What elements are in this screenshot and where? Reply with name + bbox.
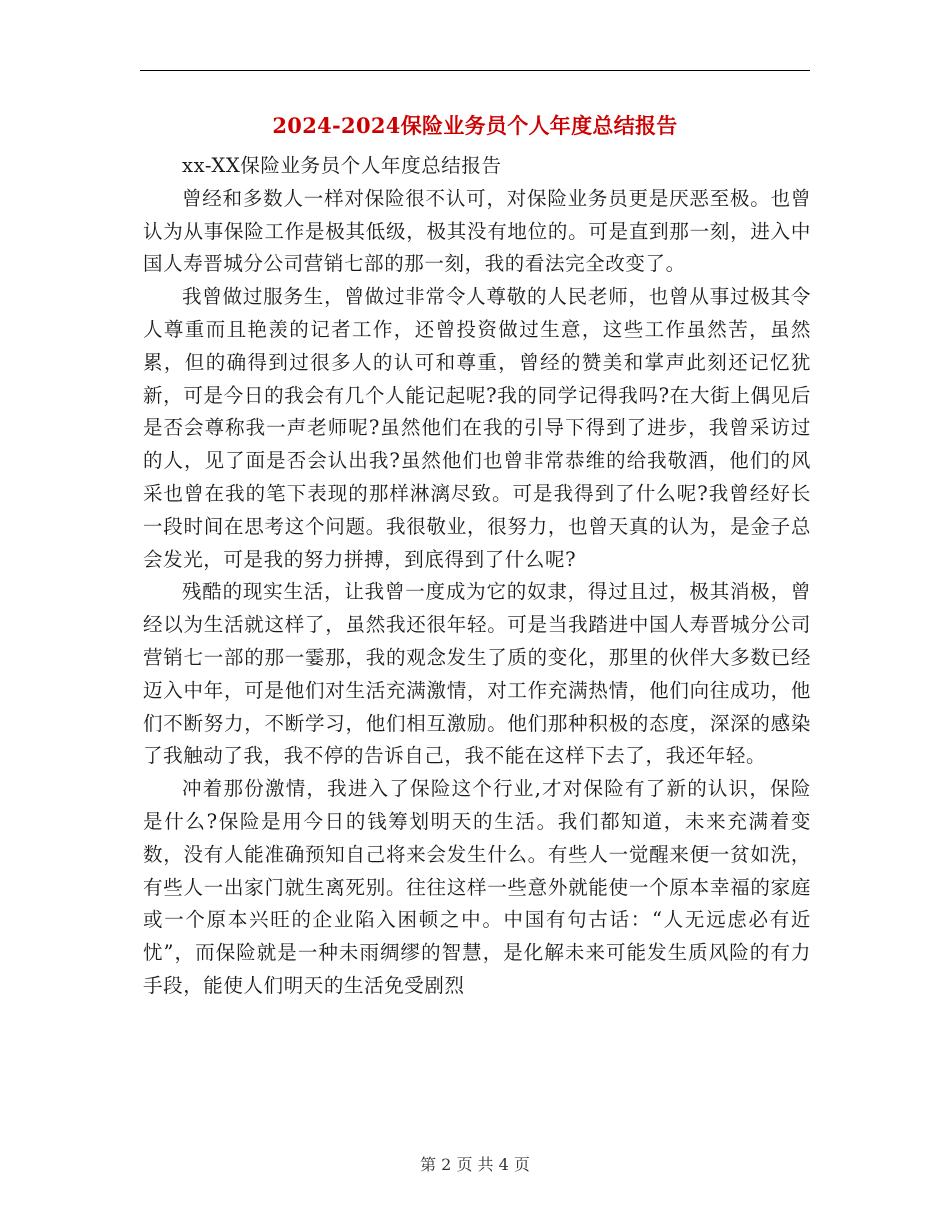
header-rule [140, 70, 810, 71]
body-paragraph: 残酷的现实生活，让我曾一度成为它的奴隶，得过且过，极其消极，曾经以为生活就这样了，虽然我还很年轻。可是当我踏进中国人寿晋城分公司营销七一部的那一霎那，我的观念发生了质的变化，那里的伙伴大多数已经迈入中年，可是他们对生活充满激情，对工作充满热情，他们向往成功，他们不断努力，不断学习，他们相互激励。他们那种积极的态度，深深的感染了我触动了我，我不停的告诉自己，我不能在这样下去了，我还年轻。 [143, 580, 811, 768]
document-body [143, 150, 811, 1003]
page-footer: 第 2 页 共 4 页 [420, 1155, 530, 1174]
document-title: 2024-2024保险业务员个人年度总结报告 [272, 113, 678, 138]
body-paragraph: 曾经和多数人一样对保险很不认可，对保险业务员更是厌恶至极。也曾认为从事保险工作是极其低级，极其没有地位的。可是直到那一刻，进入中国人寿晋城分公司营销七部的那一刻，我的看法完全改变了。 [143, 186, 811, 276]
body-paragraph: 我曾做过服务生，曾做过非常令人尊敬的人民老师，也曾从事过极其令人尊重而且艳羡的记者工作，还曾投资做过生意，这些工作虽然苦，虽然累，但的确得到过很多人的认可和尊重，曾经的赞美和掌声此刻还记忆犹新，可是今日的我会有几个人能记起呢?我的同学记得我吗?在大街上偶见后是否会尊称我一声老师呢?虽然他们在我的引导下得到了进步，我曾采访过的人，见了面是否会认出我?虽然他们也曾非常恭维的给我敬酒，他们的风采也曾在我的笔下表现的那样淋漓尽致。可是我得到了什么呢?我曾经好长一段时间在思考这个问题。我很敬业，很努力，也曾天真的认为，是金子总会发光，可是我的努力拼搏，到底得到了什么呢? [143, 285, 811, 571]
body-paragraph: 冲着那份激情，我进入了保险这个行业,才对保险有了新的认识，保险是什么?保险是用今日的钱筹划明天的生活。我们都知道，未来充满着变数，没有人能准确预知自己将来会发生什么。有些人一觉醒来便一贫如洗，有些人一出家门就生离死别。往往这样一些意外就能使一个原本幸福的家庭或一个原本兴旺的企业陷入困顿之中。中国有句古话：“人无远虑必有近忧”，而保险就是一种未雨绸缪的智慧，是化解未来可能发生质风险的有力手段，能使人们明天的生活免受剧烈 [143, 777, 811, 997]
subtitle-paragraph: xx-XX保险业务员个人年度总结报告 [182, 154, 502, 177]
